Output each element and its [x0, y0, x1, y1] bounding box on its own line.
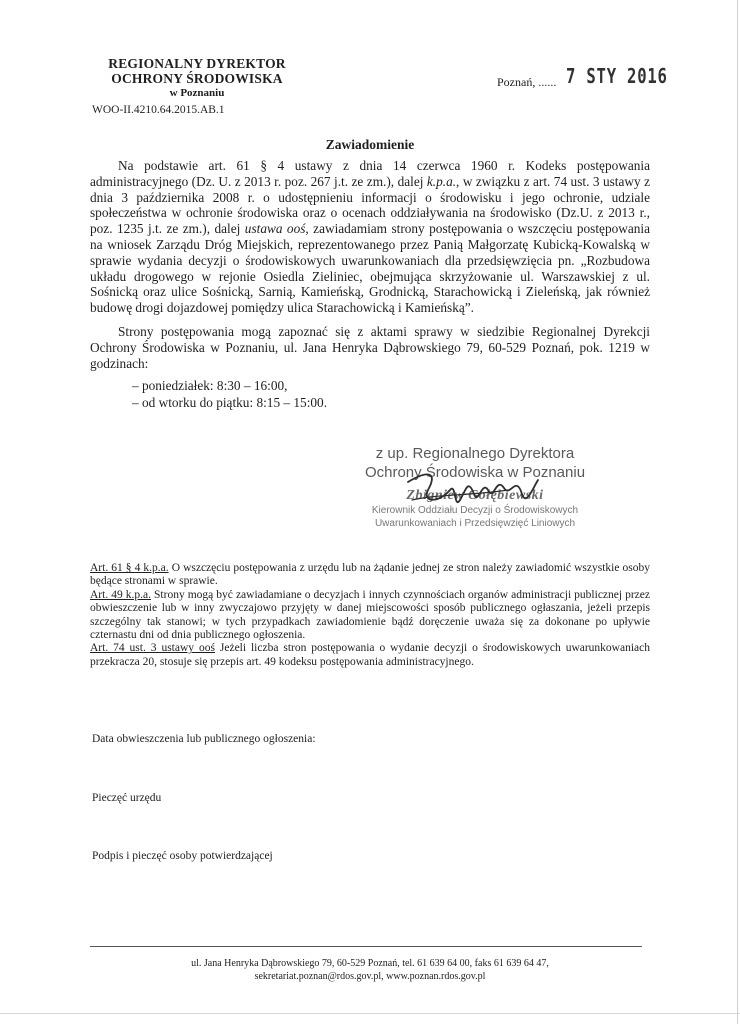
stamp-name: Zbigniew Gołębiewski	[406, 488, 544, 503]
legal-text: Strony mogą być zawiadamiane o decyzjach i innych czynnościach organów administracji publicznej przez obwieszczenie lub w inny zwyczajowo przyjęty w danej miejscowości sposób publicznego ogłaszania, jeżeli przepis szczególny tak stanowi; w tych przypadkach zawiadomienie bądź doręczenie uważa się za dokonane po upływie czternastu dni od dnia publicznego ogłoszenia.	[90, 588, 650, 642]
legal-ref: Art. 61 § 4 k.p.a.	[90, 562, 169, 574]
publication-date-field: Data obwieszczenia lub publicznego ogłoszenia:	[92, 733, 316, 745]
stamp-role-2: Uwarunkowaniach i Przedsięwzięć Liniowych	[374, 518, 576, 529]
page-edge-bottom	[0, 1013, 740, 1014]
handwritten-signature-icon	[398, 460, 548, 524]
issuer-line-1: REGIONALNY DYREKTOR	[108, 56, 286, 71]
p1-text-a: Na podstawie art. 61 § 4 ustawy z dnia 14 czerwca 1960 r. Kodeks postępowania administracyjnego (Dz. U. z 2013 r. poz. 267 j.t. ze zm.), dalej	[90, 158, 650, 189]
notice-body	[90, 158, 650, 411]
legal-item	[90, 562, 650, 589]
hours-item: – od wtorku do piątku: 8:15 – 15:00.	[132, 395, 328, 411]
footer-contact: sekretariat.poznan@rdos.gov.pl, www.poznan.rdos.gov.pl	[254, 971, 486, 982]
page-edge-right	[737, 0, 738, 1024]
issuer-line-3: w Poznaniu	[169, 87, 225, 99]
stamp-role-1: Kierownik Oddziału Decyzji o Środowiskowych	[371, 505, 579, 516]
footer-divider	[90, 946, 642, 947]
legal-ref: Art. 49 k.p.a.	[90, 588, 151, 601]
p1-kpa: k.p.a.	[426, 173, 457, 189]
legal-text: O wszczęciu postępowania z urzędu lub na żądanie jednej ze stron należy zawiadomić wszystkie osoby będące stronami w sprawie.	[90, 562, 650, 588]
document-title: Zawiadomienie	[325, 137, 415, 152]
paragraph-2: Strony postępowania mogą zapoznać się z aktami sprawy w siedzibie Regionalnej Dyrekcji Ochrony Środowiska w Poznaniu, ul. Jana Henryka Dąbrowskiego 79, 60-529 Poznań, pok. 1219 w godzinach:	[90, 323, 650, 371]
office-hours-list	[90, 377, 650, 411]
footer	[0, 957, 740, 983]
legal-basis	[90, 562, 650, 669]
legal-item	[90, 642, 650, 669]
place-label: Poznań, ......	[497, 75, 557, 89]
issuer-line-2: OCHRONY ŚRODOWISKA	[111, 71, 283, 86]
confirm-signature-field: Podpis i pieczęć osoby potwierdzającej	[92, 850, 273, 862]
legal-ref: Art. 74 ust. 3 ustawy ooś	[90, 642, 215, 655]
stamp-line-1: z up. Regionalnego Dyrektora	[375, 445, 575, 462]
p1-oos: ustawa ooś	[244, 221, 306, 237]
office-stamp-field: Pieczęć urzędu	[92, 792, 162, 804]
stamp-line-2: Ochrony Środowiska w Poznaniu	[364, 464, 586, 481]
p1-text-b: , w związku z art. 74 ust. 3 ustawy z dnia 3 października 2008 r. o udostępnieniu informacji o środowisku i jego ochronie, udziale społeczeństwa w ochronie środowiska oraz o ocenach oddziaływania na środowisko (Dz.U. z 2013 r., poz. 1235 j.t. ze zm.), dalej	[90, 173, 650, 237]
date-stamp: 7 STY 2016	[566, 64, 668, 88]
footer-address: ul. Jana Henryka Dąbrowskiego 79, 60-529 Poznań, tel. 61 639 64 00, faks 61 639 64 47,	[191, 958, 549, 969]
paragraph-1	[90, 158, 650, 316]
legal-item	[90, 589, 650, 643]
legal-text: Jeżeli liczba stron postępowania o wydanie decyzji o środowiskowych uwarunkowaniach przekracza 20, stosuje się przepis art. 49 kodeksu postępowania administracyjnego.	[90, 642, 650, 668]
hours-item: – poniedziałek: 8:30 – 16:00,	[132, 378, 288, 394]
case-reference: WOO-II.4210.64.2015.AB.1	[92, 104, 225, 116]
p1-text-c: , zawiadamiam strony postępowania o wszczęciu postępowania na wniosek Zarządu Dróg Miejskich, reprezentowanego przez Panią Małgorzatę Kubicką-Kowalską w sprawie wydania decyzji o środowiskowych uwarunkowaniach dla przedsięwzięcia pn. „Rozbudowa układu drogowego w rejonie Osiedla Zieliniec, obejmująca skrzyżowanie ul. Warszawskiej z ul. Sośnicką oraz ulice Sośnicką, Sarnią, Kamieńską, Grodnicką, Starachowicką i Zieleńską, jak również budowę drogi dojazdowej pomiędzy ulica Starachowicką i Kamieńską”.	[90, 221, 650, 316]
issuer-block	[92, 56, 302, 100]
